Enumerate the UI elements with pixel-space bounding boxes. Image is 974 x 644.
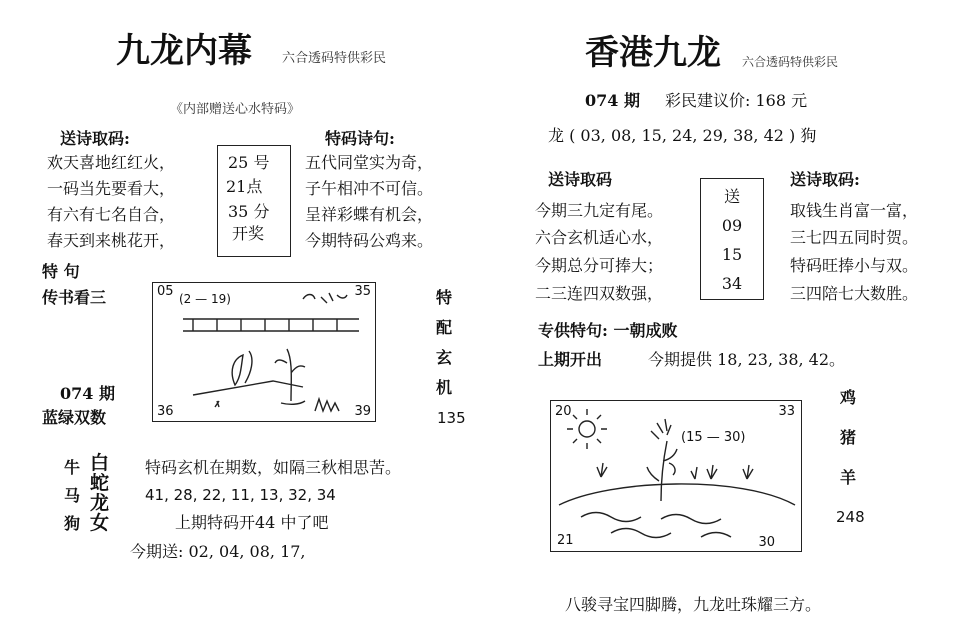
left-draw-time-box — [217, 145, 291, 257]
left-special-label: 特 句 — [42, 262, 80, 281]
left-poem-send-label: 送诗取码: — [60, 129, 130, 148]
left-zodiac-small-3: 狗 — [64, 514, 81, 533]
left-sketch-drawing — [153, 283, 375, 421]
right-send-label-left: 送诗取码 — [548, 170, 613, 189]
left-sketch-corner-tr: 35 — [354, 284, 371, 299]
right-left-line-4: 二三连四双数强， — [535, 284, 664, 303]
right-right-line-2: 三七四五同时贺。 — [790, 228, 919, 247]
left-title: 九龙内幕 — [116, 31, 252, 71]
left-side-number: 135 — [437, 409, 466, 427]
right-last-open: 上期开出 — [538, 350, 603, 369]
left-box-line-1: 25 号 — [228, 153, 270, 172]
right-price: 彩民建议价: 168 元 — [665, 91, 808, 110]
right-subtitle: 六合透码特供彩民 — [742, 55, 839, 69]
right-right-line-3: 特码旺捧小与双。 — [790, 256, 919, 275]
left-zodiac-big-4: 女 — [90, 512, 110, 534]
left-box-line-3: 35 分 — [228, 202, 270, 221]
left-special-text: 传书看三 — [42, 288, 107, 307]
left-side-char-3: 玄 — [436, 348, 453, 367]
left-period-note: 蓝绿双数 — [42, 408, 107, 427]
left-zodiac-small-2: 马 — [64, 486, 81, 505]
left-special-line-2: 子午相冲不可信。 — [305, 179, 434, 198]
left-poem-special-label: 特码诗句: — [325, 129, 395, 148]
left-zodiac-big-2: 蛇 — [90, 472, 110, 494]
right-period: 074 期 — [585, 91, 640, 110]
left-sketch-corner-bl: 36 — [157, 404, 174, 419]
left-poem-line-4: 春天到来桃花开， — [47, 231, 176, 250]
left-sketch-corner-br: 39 — [354, 404, 371, 419]
left-side-char-1: 特 — [436, 288, 453, 307]
right-box-line-4: 34 — [721, 274, 743, 293]
left-period: 074 期 — [60, 384, 115, 403]
right-title: 香港九龙 — [585, 33, 721, 73]
left-note: 《内部赠送心水特码》 — [170, 102, 301, 117]
right-left-line-3: 今期总分可捧大； — [535, 256, 664, 275]
right-right-line-4: 三四陪七大数胜。 — [790, 284, 919, 303]
right-side-number: 248 — [836, 508, 865, 526]
right-footer: 八骏寻宝四脚腾，九龙吐珠耀三方。 — [565, 595, 822, 614]
left-line-3: 上期特码开44 中了吧 — [175, 513, 329, 532]
right-side-char-2: 猪 — [840, 428, 857, 447]
right-send-box — [700, 178, 764, 300]
right-dragon-line: 龙 ( 03, 08, 15, 24, 29, 38, 42 ) 狗 — [548, 126, 817, 145]
left-sketch-corner-tl: 05 — [157, 284, 174, 299]
left-zodiac-small-1: 牛 — [64, 458, 81, 477]
right-sketch-corner-bl: 21 — [557, 533, 574, 548]
left-zodiac-big-3: 龙 — [90, 492, 110, 514]
left-zodiac-big-1: 白 — [90, 452, 110, 474]
right-sketch-formula: (15 — 30) — [681, 430, 746, 445]
right-box-line-3: 15 — [721, 245, 743, 264]
right-box-line-2: 09 — [721, 216, 743, 235]
left-line-1: 特码玄机在期数，如隔三秋相思苦。 — [145, 458, 402, 477]
right-left-line-2: 六合玄机适心水， — [535, 228, 664, 247]
left-side-char-4: 机 — [436, 378, 453, 397]
right-box-line-1: 送 — [723, 187, 740, 206]
left-line-2: 41, 28, 22, 11, 13, 32, 34 — [145, 486, 336, 504]
right-sketch-corner-tl: 20 — [555, 404, 572, 419]
left-special-line-1: 五代同堂实为奇， — [305, 153, 434, 172]
right-send-label-right: 送诗取码: — [790, 170, 860, 189]
left-poem-line-1: 欢天喜地红红火， — [47, 153, 176, 172]
left-line-4: 今期送: 02, 04, 08, 17, — [130, 542, 306, 561]
left-side-char-2: 配 — [436, 318, 453, 337]
right-special-line: 专供特句: 一朝成败 — [538, 321, 678, 340]
right-sketch-drawing — [551, 401, 801, 551]
left-box-line-2: 21点 — [226, 177, 263, 196]
right-left-line-1: 今期三九定有尾。 — [535, 201, 664, 220]
left-side-vertical — [436, 290, 452, 396]
right-sketch-corner-tr: 33 — [778, 404, 795, 419]
left-poem-line-3: 有六有七名自合， — [47, 205, 176, 224]
right-side-char-1: 鸡 — [840, 388, 857, 407]
right-box-lines — [701, 189, 763, 292]
left-subtitle: 六合透码特供彩民 — [282, 51, 387, 66]
right-sketch-box — [550, 400, 802, 552]
right-side-char-3: 羊 — [840, 468, 857, 487]
right-right-line-1: 取钱生肖富一富， — [790, 201, 919, 220]
right-provide: 今期提供 18, 23, 38, 42。 — [648, 350, 846, 369]
left-sketch-formula: (2 — 19) — [179, 292, 231, 306]
left-box-line-4: 开奖 — [232, 224, 265, 243]
left-poem-line-2: 一码当先要看大， — [47, 179, 176, 198]
left-sketch-box — [152, 282, 376, 422]
left-special-line-4: 今期特码公鸡来。 — [305, 231, 434, 250]
left-special-line-3: 呈祥彩蝶有机会， — [305, 205, 434, 224]
right-sketch-corner-br: 30 — [758, 535, 775, 550]
right-side-vertical — [840, 390, 856, 486]
